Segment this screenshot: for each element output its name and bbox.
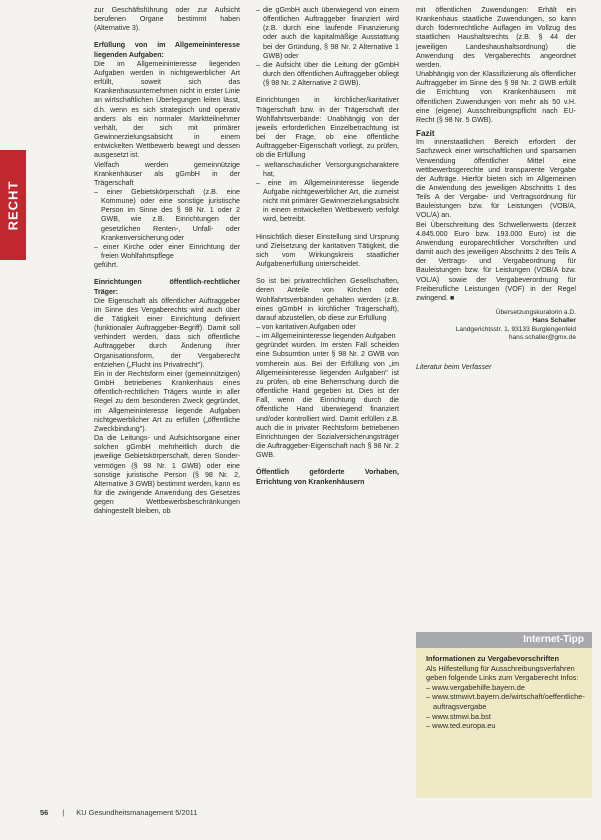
bullet-list: [256, 323, 399, 341]
paragraph: mit öffentlichen Zuwendungen: Erhält ein Krankenhaus staatliche Zuwendungen, so kann durch födernrechtliche Auflagen im Vollzug des staatlichen Haushaltsrechts (z.B. § 44 der jeweiligen Landeshaushaltsordnung) die Anwendung des Vergaberechts angeordnet werden.: [416, 6, 576, 69]
paragraph: zur Geschäftsführung oder zur Aufsicht berufenen Organe bestimmt haben (Alternative 3).: [94, 6, 240, 33]
subheading: Öffentlich geförderte Vorhaben, Errichtung von Krankenhäusern: [256, 468, 399, 486]
link-item[interactable]: – www.ted.europa.eu: [426, 721, 586, 731]
list-item: – die gGmbH auch überwiegend von einem öffentlichen Auftraggeber finanziert wird (z.B. durch eine laufende Finanzierung oder auch die kapitalmäßige Ausstattung bei der Gründung, § 98 Nr. 2 Alternative 1 GWB) oder: [256, 6, 399, 61]
list-item: – einer Gebietskörperschaft (z.B. eine Kommune) oder eine sonstige juristische Person im Sinne des § 98 Nr. 1 oder 2 GWB, wie z.B. Einrichtungen der gesetzlichen Renten-, Unfall- oder Krankenversicherung oder: [94, 188, 240, 243]
page-footer: [40, 808, 197, 817]
author-name: Hans Schaller: [532, 317, 576, 325]
end-mark-icon: ■: [449, 294, 455, 302]
paragraph: Vielfach werden gemeinnützige Krankenhäuser als gGmbH in der Trägerschaft: [94, 160, 240, 187]
author-block: [416, 309, 576, 343]
author-address: Landgerichtsstr. 1, 93133 Burglengenfeld: [455, 325, 576, 333]
paragraph: gegründet wurden. Im ersten Fall scheiden eine Subsumtion unter § 98 Nr. 2 GWB von vornherein aus. Bei der Erfüllung von „im Allgemeininteresse liegenden Aufgaben" ist zu prüfen, ob eine Beherrschung durch die öffentliche Hand gegeben ist. Dies ist der Fall, wenn die Einrichtung durch die öffentliche Hand überwiegend finanziert und/oder kontrolliert wird. Damit erfüllen z.B. auch die in privater Rechtsform betriebenen Einrichtungen der Sozialversicherungsträger die Auftraggeber-Eigenschaft nach § 98 Nr. 2 GWB.: [256, 341, 399, 460]
list-item: – von karitativen Aufgaben oder: [256, 323, 399, 332]
tip-header-bar: [416, 632, 592, 648]
publication-name: KU Gesundheitsmanagement 5/2011: [76, 808, 198, 817]
tip-header-label: Internet-Tipp: [523, 634, 584, 645]
paragraph: Hinsichtlich dieser Einstellung sind Ursprung und Zielsetzung der karitativen Tätigkeit, die sich vom Wirkungskreis staatlicher Aufgabenerfüllung unterscheidet.: [256, 232, 399, 269]
paragraph-text: Bei Überschreitung des Schwellenwerts (derzeit 4.845.000 Euro bzw. 193.000 Euro) ist die Anwendung europarechtlicher Vorschriften und damit auch des jeweiligen Abschnitts 2 des Teils A der Vertrags- und Vergabeordnung für Bauleistungen bzw. für Leistungen (VOB/A bzw. VOL/A) sowie der Vergabeverordnung für Freiberufliche Leistungen (VOF) in der Regel zwingend.: [416, 220, 576, 302]
paragraph: Die im Allgemeininteresse liegenden Aufgaben werden in nichtgewerblicher Art erfüllt, soweit sich das Krankenhausunternehmen nicht in erster Linie an wirtschaftlichen Überlegungen leiten lässt, d.h. wenn es sich strategisch und operativ anders als ein normaler Marktteilnehmer verhält, der sich mit primärer Gewinnerzielungsabsicht in einem entwickelten Wettbewerb bewegt und dessen ausgesetzt ist.: [94, 59, 240, 160]
tip-title: Informationen zu Vergabevorschriften: [426, 654, 560, 663]
author-role: Übersetzungskuratorin a.D.: [495, 309, 576, 316]
text-column-2: [256, 6, 399, 802]
list-item: – weltanschaulicher Versorgungscharaktere hat,: [256, 161, 399, 179]
literature-note: Literatur beim Verfasser: [416, 362, 492, 371]
subheading: Einrichtungen öffentlich-rechtlicher Träger:: [94, 278, 240, 296]
paragraph: geführt.: [94, 261, 119, 270]
subheading: Erfüllung von im Allgemeininteresse liegenden Aufgaben:: [94, 41, 240, 59]
list-item: – eine im Allgemeininteresse liegende Aufgabe nichtgewerblicher Art, die zumeist nicht mit primärer Gewinnerzielungsabsicht in einem entwickelten Wettbewerb verfolgt wird, betreibt.: [256, 179, 399, 225]
bullet-list: [94, 188, 240, 261]
section-heading-fazit: Fazit: [416, 129, 435, 139]
paragraph: Einrichtungen in kirchlicher/karitativer Trägerschaft bzw. in der Trägerschaft der Wohlfahrtsverbände: Unabhängig von der jeweils erforderlichen Einzelbetrachtung ist bei der Frage, ob eine öffentliche Auftraggeber-Eigenschaft vorliegt, zu prüfen, ob die Erfüllung: [256, 96, 399, 160]
bullet-list: [256, 6, 399, 88]
paragraph: So ist bei privatrechtlichen Gesellschaften, deren Anteile von Kirchen oder Wohlfahrtsverbänden gehalten werden (z.B. eines gGmbH in kirchlicher Trägerschaft), darauf abzustellen, ob diese zur Erfüllung: [256, 277, 399, 322]
footer-separator: |: [62, 808, 65, 817]
link-item[interactable]: – www.vergabehilfe.bayern.de: [426, 683, 586, 693]
tip-body: [426, 654, 586, 731]
paragraph: Unabhängig von der Klassifizierung als öffentlicher Auftraggeber im Sinne des § 98 Nr. 2 GWB erfüllt die Errichtung von Krankenhäusern mit öffentlichen Zuwendungen von mehr als 50 v.H. eine (eigene) Ausschreibungspflicht nach EU-Recht (§ 98 Nr. 5 GWB).: [416, 70, 576, 124]
paragraph: Im innerstaatlichen Bereich erfordert der Sachzweck einer wirtschaftlichen und sparsamen Verwendung öffentlicher Mittel eine wettbewerbsgerechte und transparente Vergabe der Aufträge. Hierfür bieten sich im Allgemeinen die Anwendung des jeweiligen Abschnitts 1 des Teils A der Vergabe- und Vertragsordnung für Bauleistungen bzw. für Leistungen (VOB/A, VOL/A) an.: [416, 138, 576, 220]
list-item: – einer Kirche oder einer Einrichtung der freien Wohlfahrtspflege: [94, 243, 240, 261]
internet-tip-box: [416, 632, 592, 798]
section-tab: [0, 150, 26, 260]
author-email: hans.schaller@gmx.de: [508, 334, 576, 342]
link-list: [426, 683, 586, 731]
section-tab-label: RECHT: [5, 180, 21, 230]
paragraph: Ein in der Rechtsform einer (gemeinnützigen) GmbH betriebenes Krankenhaus eines öffentlich-rechtlichen Trägers wurde in aller Regel zu dem besonderen Zweck gegründet, im Allgemeininteresse liegende Aufgaben nichtgewerblicher Art zu erfüllen („öffentliche Zweckbindung").: [94, 369, 240, 433]
tip-text: Als Hilfestellung für Ausschreibungsverfahren geben folgende Links zum Vergaberecht Infos:: [426, 663, 579, 683]
paragraph: [416, 221, 576, 303]
list-item: – die Aufsicht über die Leitung der gGmbH durch den öffentlichen Auftraggeber obliegt (§ 98 Nr. 2 Alternative 2 GWB).: [256, 61, 399, 88]
link-item[interactable]: – www.stmwi.ba.bst: [426, 712, 586, 722]
page-number: 56: [40, 808, 49, 817]
paragraph: Da die Leitungs- und Aufsichtsorgane einer solchen gGmbH mehrheitlich durch die jeweilige Gebietskörperschaft, deren Sondervermögen (§ 98 Nr. 1 GWB) oder eine sonstige juristische Person (§ 98 Nr. 2, Alternative 3 GWB) bestimmt werden, kann es für die zwingende Anwendung des Gesetzes gegen Wettbewerbsbeschränkungen dahingestellt bleiben, ob: [94, 434, 240, 516]
link-item[interactable]: – www.stmwivt.bayern.de/wirtschaft/oeffentliche-auftragsvergabe: [426, 692, 586, 711]
list-item: – im Allgemeininteresse liegenden Aufgaben: [256, 332, 399, 341]
text-column-1: [94, 6, 240, 802]
bullet-list: [256, 161, 399, 225]
paragraph: Die Eigenschaft als öffentlicher Auftraggeber im Sinne des Vergaberechts wird auch über die Tätigkeit einer Einrichtung definiert (funktionaler Auftraggeber-Begriff). Damit soll verhindert werden, dass sich öffentliche Auftraggeber durch Änderung ihrer Organisationsform, der Vergaberecht entziehen („Flucht ins Privatrecht").: [94, 296, 240, 369]
